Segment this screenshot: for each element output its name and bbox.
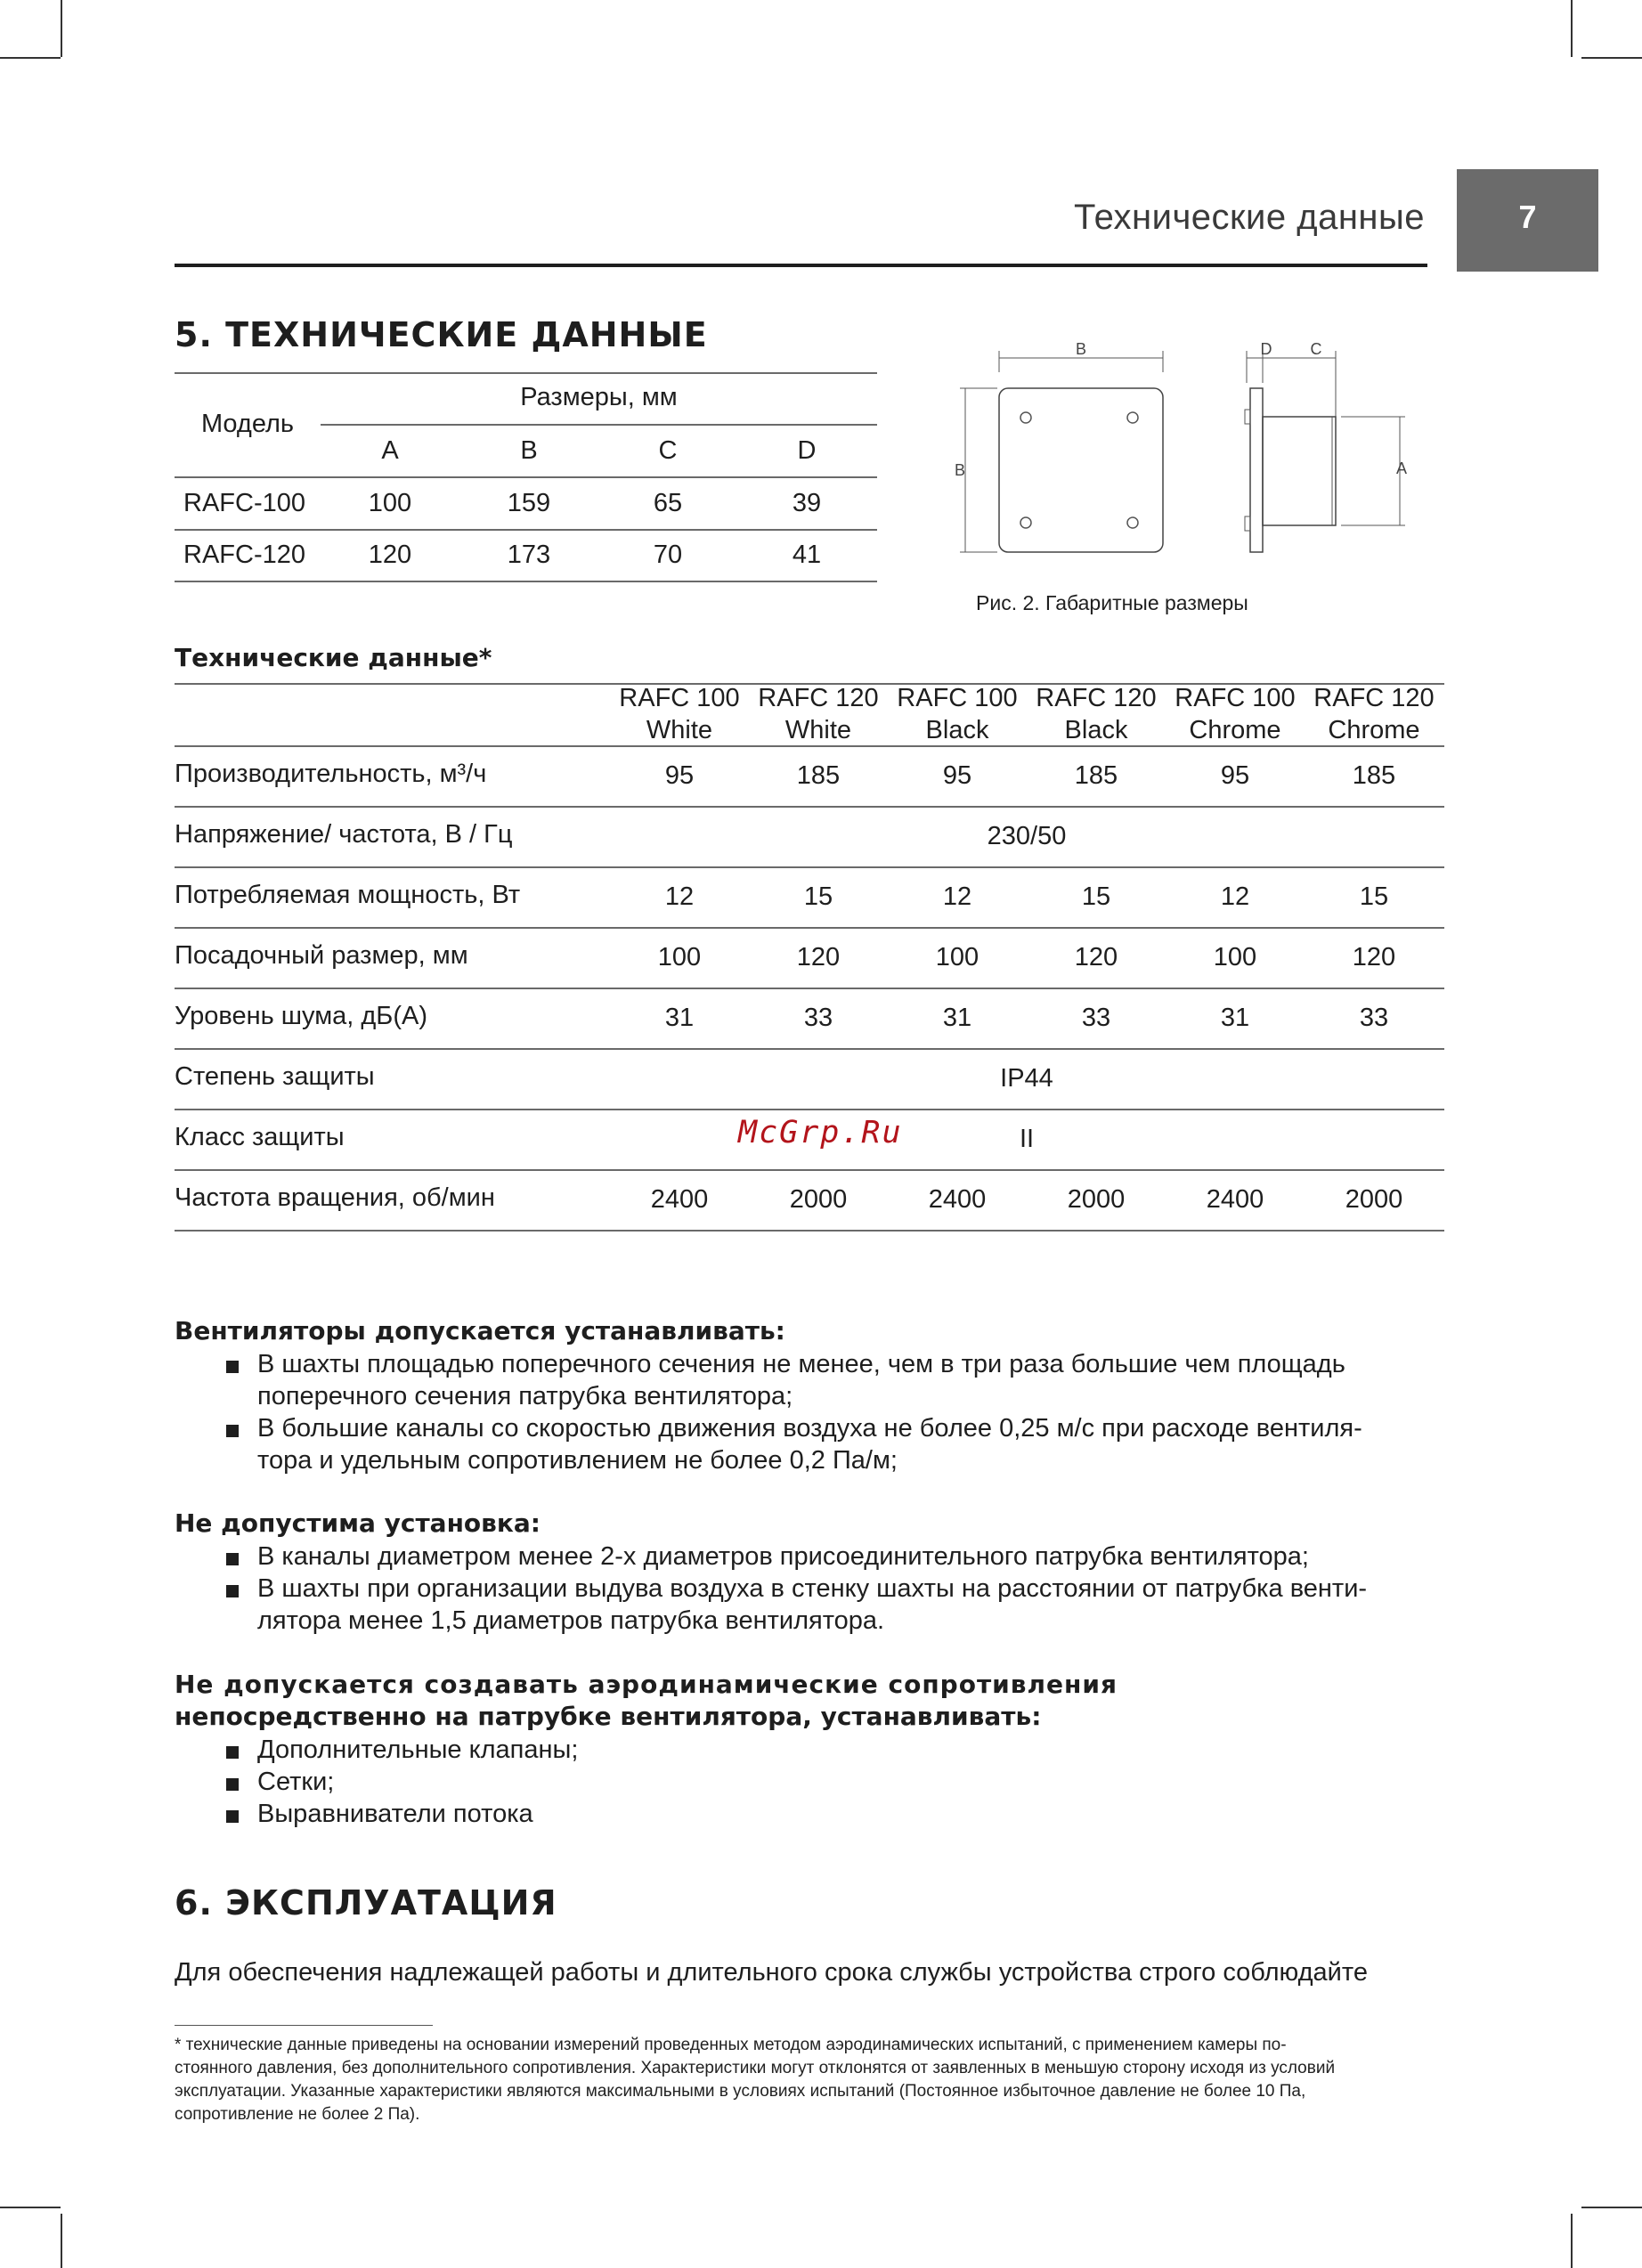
table-cell: 173 xyxy=(507,541,551,569)
footnote-line: * технические данные приведены на основании измерений проведенных методом аэродинамических испытаний, с применением камеры по- xyxy=(175,2036,1287,2054)
table-rule xyxy=(175,1230,1444,1232)
table-rule xyxy=(175,1048,1444,1050)
table-rule xyxy=(175,1169,1444,1171)
column-header: C xyxy=(658,436,678,465)
table-cell: 33 xyxy=(803,1004,833,1032)
resistance-heading: Не допускается создавать аэродинамические сопротивления xyxy=(175,1670,1118,1699)
model-cell: RAFC-120 xyxy=(183,541,305,569)
bullet-icon xyxy=(226,1585,239,1597)
tech-data-heading: Технические данные* xyxy=(175,643,492,672)
section-heading: 5. ТЕХНИЧЕСКИЕ ДАННЫЕ xyxy=(175,315,708,354)
dim-label-c: C xyxy=(1310,340,1322,358)
running-header: Технические данные xyxy=(1073,198,1425,237)
table-cell: 33 xyxy=(1081,1004,1111,1032)
table-cell: 100 xyxy=(1213,943,1257,971)
table-cell: 2000 xyxy=(789,1185,848,1214)
bullet-icon xyxy=(226,1778,239,1791)
row-label: Частота вращения, об/мин xyxy=(175,1183,495,1212)
footnote-line: стоянного давления, без дополнительного сопротивления. Характеристики могут отклонятся от заявленных в меньшую сторону исходя из условий xyxy=(175,2059,1336,2077)
table-cell: 15 xyxy=(1081,882,1111,911)
column-header: B xyxy=(520,436,538,465)
table-cell: 100 xyxy=(935,943,980,971)
table-rule xyxy=(175,988,1444,989)
dim-label-a: A xyxy=(1395,459,1408,477)
table-cell: 12 xyxy=(664,882,695,911)
table-cell: 120 xyxy=(1074,943,1118,971)
model-color: White xyxy=(646,716,713,744)
list-item: В шахты площадью поперечного сечения не менее, чем в три раза большие чем площадь xyxy=(257,1350,1345,1378)
table-cell: 31 xyxy=(1220,1004,1250,1032)
bullet-icon xyxy=(226,1425,239,1437)
table-rule xyxy=(175,529,877,531)
body-text: Для обеспечения надлежащей работы и длительного срока службы устройства строго соблюдайте xyxy=(175,1958,1368,1987)
table-cell: 2000 xyxy=(1345,1185,1403,1214)
list-item-continuation: тора и удельным сопротивлением не более 0,2 Па/м; xyxy=(257,1446,898,1475)
header-rule xyxy=(175,264,1427,267)
merged-cell: II xyxy=(1019,1125,1035,1153)
table-cell: 12 xyxy=(942,882,972,911)
model-column-header xyxy=(1166,682,1305,746)
table-cell: 185 xyxy=(796,761,841,790)
list-item: В каналы диаметром менее 2-х диаметров присоединительного патрубка вентилятора; xyxy=(257,1542,1309,1571)
model-color: Chrome xyxy=(1328,716,1420,744)
table-rule xyxy=(321,424,877,426)
model-name: RAFC 100 xyxy=(897,684,1018,712)
table-cell: 95 xyxy=(664,761,695,790)
row-label: Производительность, м³/ч xyxy=(175,760,487,788)
footnote-rule xyxy=(175,2025,433,2026)
list-item: Сетки; xyxy=(257,1768,335,1796)
watermark: McGrp.Ru xyxy=(738,1115,903,1150)
model-name: RAFC 120 xyxy=(1313,684,1435,712)
table-rule xyxy=(175,806,1444,808)
allowed-heading: Вентиляторы допускается устанавливать: xyxy=(175,1316,785,1345)
sizes-header: Размеры, мм xyxy=(520,383,678,411)
model-name: RAFC 100 xyxy=(1175,684,1296,712)
model-name: RAFC 120 xyxy=(1036,684,1157,712)
model-name: RAFC 120 xyxy=(758,684,879,712)
table-cell: 31 xyxy=(942,1004,972,1032)
table-cell: 31 xyxy=(664,1004,695,1032)
table-rule xyxy=(175,927,1444,929)
model-column-header xyxy=(610,682,749,746)
table-cell: 70 xyxy=(653,541,683,569)
table-cell: 159 xyxy=(507,489,551,517)
page-number: 7 xyxy=(1457,169,1598,272)
crop-mark xyxy=(0,57,61,59)
bullet-icon xyxy=(226,1746,239,1759)
model-column-header xyxy=(1027,682,1166,746)
row-label: Посадочный размер, мм xyxy=(175,941,468,970)
footnote-line: сопротивление не более 2 Па). xyxy=(175,2105,420,2124)
model-color: White xyxy=(784,716,852,744)
row-label: Класс защиты xyxy=(175,1123,345,1151)
table-cell: 41 xyxy=(792,541,822,569)
table-cell: 15 xyxy=(803,882,833,911)
model-color: Chrome xyxy=(1189,716,1281,744)
model-name: RAFC 100 xyxy=(619,684,740,712)
table-cell: 120 xyxy=(796,943,841,971)
row-label: Степень защиты xyxy=(175,1062,375,1091)
table-cell: 120 xyxy=(368,541,412,569)
model-column-header xyxy=(749,682,888,746)
bullet-icon xyxy=(226,1810,239,1823)
list-item: Выравниватели потока xyxy=(257,1800,533,1828)
table-cell: 2400 xyxy=(1206,1185,1264,1214)
table-cell: 100 xyxy=(368,489,412,517)
bullet-icon xyxy=(226,1553,239,1565)
table-cell: 15 xyxy=(1359,882,1389,911)
table-cell: 185 xyxy=(1074,761,1118,790)
row-label: Потребляемая мощность, Вт xyxy=(175,881,521,909)
list-item-continuation: лятора менее 1,5 диаметров патрубка вентилятора. xyxy=(257,1606,885,1635)
bullet-icon xyxy=(226,1361,239,1373)
table-cell: 95 xyxy=(942,761,972,790)
table-cell: 39 xyxy=(792,489,822,517)
dim-label-b-side: B xyxy=(954,461,966,479)
crop-mark xyxy=(1581,57,1642,59)
table-cell: 33 xyxy=(1359,1004,1389,1032)
table-cell: 120 xyxy=(1352,943,1396,971)
dimension-drawing xyxy=(944,338,1443,579)
merged-cell: 230/50 xyxy=(987,822,1067,850)
section-heading: 6. ЭКСПЛУАТАЦИЯ xyxy=(175,1883,557,1923)
table-rule xyxy=(175,581,877,582)
column-header: A xyxy=(381,436,399,465)
table-cell: 185 xyxy=(1352,761,1396,790)
table-cell: 2400 xyxy=(928,1185,987,1214)
footnote xyxy=(175,2034,1430,2126)
merged-cell: IP44 xyxy=(1000,1064,1053,1093)
table-cell: 2000 xyxy=(1067,1185,1126,1214)
dim-label-b-top: B xyxy=(1075,340,1087,358)
model-color: Black xyxy=(925,716,989,744)
table-cell: 12 xyxy=(1220,882,1250,911)
resistance-heading: непосредственно на патрубке вентилятора, устанавливать: xyxy=(175,1702,1042,1731)
table-cell: 95 xyxy=(1220,761,1250,790)
footnote-line: эксплуатации. Указанные характеристики являются максимальными в условиях испытаний (Постоянное избыточное давление не более 10 Па, xyxy=(175,2082,1306,2101)
crop-mark xyxy=(1571,2214,1573,2268)
dim-label-d: D xyxy=(1260,340,1272,358)
model-column-header xyxy=(888,682,1027,746)
crop-mark xyxy=(1581,2207,1642,2208)
model-header: Модель xyxy=(200,410,295,438)
model-column-header xyxy=(1305,682,1443,746)
crop-mark xyxy=(61,0,62,57)
column-header: D xyxy=(797,436,817,465)
table-cell: 65 xyxy=(653,489,683,517)
table-cell: 2400 xyxy=(650,1185,709,1214)
model-color: Black xyxy=(1064,716,1128,744)
crop-mark xyxy=(0,2207,61,2208)
table-rule xyxy=(175,476,877,478)
table-rule xyxy=(175,372,877,374)
crop-mark xyxy=(1571,0,1573,57)
list-item-continuation: поперечного сечения патрубка вентилятора; xyxy=(257,1382,793,1410)
forbidden-heading: Не допустима установка: xyxy=(175,1508,541,1538)
list-item: Дополнительные клапаны; xyxy=(257,1736,579,1764)
row-label: Уровень шума, дБ(А) xyxy=(175,1002,427,1030)
row-label: Напряжение/ частота, В / Гц xyxy=(175,820,513,849)
list-item: В шахты при организации выдува воздуха в стенку шахты на расстоянии от патрубка венти- xyxy=(257,1574,1368,1603)
figure-caption: Рис. 2. Габаритные размеры xyxy=(976,591,1248,614)
table-rule xyxy=(175,1109,1444,1110)
table-cell: 100 xyxy=(657,943,702,971)
table-rule xyxy=(175,866,1444,868)
list-item: В большие каналы со скоростью движения воздуха не более 0,25 м/с при расходе вентиля- xyxy=(257,1414,1362,1443)
crop-mark xyxy=(61,2214,62,2268)
model-cell: RAFC-100 xyxy=(183,489,305,517)
